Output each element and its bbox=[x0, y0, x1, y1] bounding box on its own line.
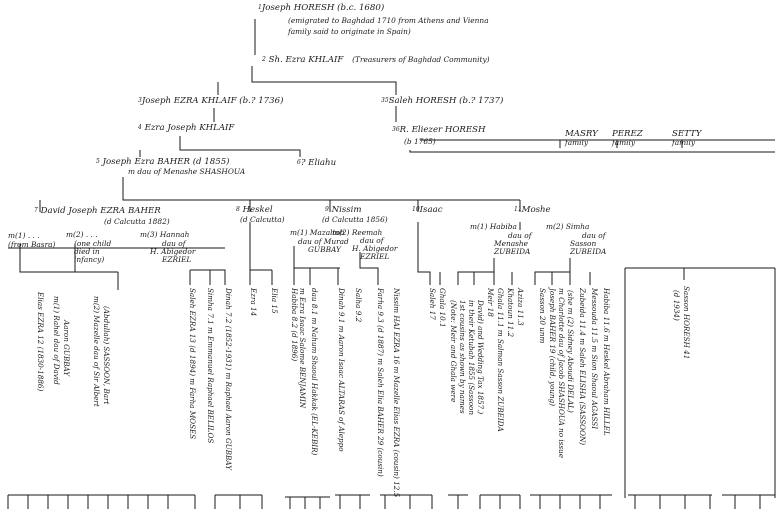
marriage-note: dau of bbox=[582, 231, 606, 240]
marriage-label: m(3) Hannah bbox=[140, 230, 190, 239]
marriage-note: dau of bbox=[162, 239, 186, 248]
child-entry: Sasson HORESH 41 bbox=[682, 286, 691, 360]
child-entry: Habiba 8.2 (d 1896) bbox=[290, 288, 299, 362]
child-entry: Saleh 17 bbox=[428, 288, 437, 320]
child-entry: Ghala 10.1 bbox=[438, 288, 447, 328]
child-entry: (she m (2) Sidney Aboudi DELAL) bbox=[566, 290, 575, 413]
node-number: 11 bbox=[514, 206, 522, 213]
child-entry: (Abdullah) SASSOON, Bart bbox=[102, 306, 111, 405]
child-entry: Farha 9.3 (d 1887) m Saleh Elia BAHER 29 (cousin) bbox=[376, 288, 385, 477]
marriage-note: (from Basra) bbox=[8, 240, 56, 249]
node-number: 3 bbox=[138, 97, 142, 104]
node-joseph-ezra-baher bbox=[96, 157, 230, 167]
marriage-label: m(1) Mazaltob bbox=[290, 228, 345, 237]
node-name: Moshe bbox=[521, 205, 551, 215]
child-entry: Elias EZRA 12 (1830-1886) bbox=[36, 292, 45, 392]
node-name: ? Eliahu bbox=[300, 158, 337, 168]
node-number: 10 bbox=[412, 206, 420, 213]
node-number: 6 bbox=[297, 159, 301, 166]
child-entry: Aaron GUBBAY bbox=[62, 320, 71, 377]
child-entry: in their Ketubah 1855 (Sassoon bbox=[467, 300, 476, 415]
marriage-note: ZUBEIDA bbox=[494, 247, 531, 256]
node-number: 36 bbox=[392, 126, 400, 133]
node-eliezer-horesh bbox=[392, 125, 486, 135]
child-entry: Joseph BAHER 19 (child, young) bbox=[548, 288, 557, 407]
marriage-note: dau of bbox=[360, 236, 384, 245]
marriage-label: m(1) . . . bbox=[8, 231, 40, 240]
node-number: 7 bbox=[34, 207, 38, 214]
child-entry: m Charlotte dau of Jacob SHASHOUA no issue bbox=[557, 288, 566, 458]
child-entry: Zubeida 11.4 m Saleh ELISHA (SASSOON) bbox=[578, 288, 587, 446]
marriage-note: Menashe bbox=[494, 239, 529, 248]
child-entry: Simha 7.1 m Emmanuel Raphael BELILOS bbox=[206, 288, 215, 444]
child-entry: dau 8.1 m Nahum Shaoul Hakkak (EL-KEBIR) bbox=[310, 288, 319, 456]
node-name: Heskel bbox=[242, 205, 273, 215]
child-entry: Elia 15 bbox=[270, 288, 279, 314]
marriage-note: dau of bbox=[508, 231, 532, 240]
node-name: Sh. Ezra KHLAIF bbox=[268, 55, 344, 65]
node-number: 5 bbox=[96, 158, 100, 165]
marriage-label: m(2) . . . bbox=[66, 230, 98, 239]
family-name: MASRY bbox=[565, 129, 598, 139]
child-entry: Khatoun 11.2 bbox=[506, 288, 515, 338]
node-name: David Joseph EZRA BAHER bbox=[40, 206, 161, 216]
marriage-note: EZRIEL bbox=[360, 252, 390, 261]
child-entry: Meir 18 bbox=[486, 288, 495, 317]
marriage-note: died in bbox=[74, 247, 100, 256]
marriage-note: infancy) bbox=[74, 255, 105, 264]
family-name: SETTY bbox=[672, 129, 702, 139]
node-number: 1 bbox=[258, 4, 262, 11]
child-entry: Ghala 11.1 m Salman Sasson ZUBEIDA bbox=[496, 288, 505, 432]
node-note: (b 1765) bbox=[404, 137, 436, 146]
node-number: 9 bbox=[325, 206, 329, 213]
child-entry: m(2) Mazelle dau of Sir Albert bbox=[92, 296, 101, 407]
node-saleh-horesh bbox=[381, 96, 503, 106]
child-entry: m Ezra Isaac Salome BENJAMIN bbox=[298, 288, 307, 409]
node-isaac bbox=[412, 205, 443, 215]
child-entry: David) and Wedding Tax 1857.) bbox=[476, 300, 485, 415]
child-entry: (Note: Meir and Ghala were bbox=[449, 300, 458, 403]
node-name: Isaac bbox=[419, 205, 443, 215]
node-number: 8 bbox=[236, 206, 240, 213]
node-heskel bbox=[236, 205, 273, 215]
marriage-note: dau of Murad bbox=[298, 237, 349, 246]
family-label: family bbox=[565, 138, 589, 147]
child-entry: 1st cousins as shown by names bbox=[458, 300, 467, 414]
marriage-note: Sasson bbox=[570, 239, 597, 248]
node-note: (d Calcutta 1856) bbox=[322, 215, 388, 224]
child-entry: m(1) Rahel dau of David bbox=[52, 296, 61, 385]
node-note: (d Calcutta 1882) bbox=[104, 217, 170, 226]
node-note: m dau of Menashe SHASHOUA bbox=[128, 167, 246, 176]
marriage-label: m(1) Habiba bbox=[470, 222, 517, 231]
node-name: Joseph EZRA KHLAIF (b.? 1736) bbox=[141, 96, 284, 106]
node-eliahu bbox=[297, 158, 336, 168]
node-ezra-khlaif bbox=[262, 55, 490, 65]
marriage-note: ZUBEIDA bbox=[570, 247, 607, 256]
marriage-note: H. Abigedor bbox=[352, 244, 398, 253]
child-entry: Saleh EZRA 13 (d 1894) m Farha MOSES bbox=[188, 288, 197, 440]
marriage-note: H. Abigedor bbox=[150, 247, 196, 256]
child-entry: Salha 9.2 bbox=[354, 288, 363, 323]
child-entry: Dinah 9.1 m Aaron Isaac ALTARAS of Aleppo bbox=[337, 288, 346, 452]
child-entry: (d 1934) bbox=[672, 290, 681, 321]
node-name: R. Eliezer HORESH bbox=[399, 125, 486, 135]
node-nissim bbox=[325, 205, 362, 215]
child-entry: Aziza 11.3 bbox=[516, 288, 525, 326]
child-entry: Messouda 11.5 m Sion Shaoul AGASSI bbox=[590, 288, 599, 430]
node-number: 2 bbox=[262, 56, 266, 63]
node-name: Joseph HORESH (b.c. 1680) bbox=[261, 3, 385, 13]
node-name: Saleh HORESH (b.? 1737) bbox=[388, 96, 504, 106]
node-number: 4 bbox=[138, 124, 142, 131]
marriage-note: EZRIEL bbox=[162, 255, 192, 264]
node-name: Joseph Ezra BAHER (d 1855) bbox=[102, 157, 230, 167]
family-label: family bbox=[672, 138, 696, 147]
child-entry: Sasson 20 unm bbox=[538, 288, 547, 344]
node-note: (emigrated to Baghdad 1710 from Athens and Vienna bbox=[288, 16, 489, 25]
child-entry: Ezra 14 bbox=[249, 288, 258, 317]
node-name: Ezra Joseph KHLAIF bbox=[144, 123, 235, 133]
child-entry: Dinah 7.2 (1852-1931) m Raphael Aaron GUBBAY bbox=[224, 288, 233, 470]
node-name: Nissim bbox=[331, 205, 362, 215]
child-entry: Nissim HAI EZRA 16 m Mazelle Elias EZRA (cousin) 12.5 bbox=[392, 288, 401, 498]
node-note: family said to originate in Spain) bbox=[288, 27, 411, 36]
node-joseph-ezra-khlaif bbox=[138, 96, 283, 106]
marriage-note: (one child bbox=[74, 239, 112, 248]
family-name: PEREZ bbox=[612, 129, 643, 139]
node-moshe bbox=[514, 205, 551, 215]
family-label: family bbox=[612, 138, 636, 147]
node-ezra-joseph-khlaif bbox=[138, 123, 234, 133]
node-note: (d Calcutta) bbox=[240, 215, 285, 224]
marriage-label: m(2) Reemah bbox=[332, 228, 383, 237]
node-number: 35 bbox=[381, 97, 389, 104]
child-entry: Habiba 11.6 m Heskel Abraham HILLEL bbox=[602, 288, 611, 436]
node-david-joseph-ezra-baher bbox=[34, 206, 161, 216]
marriage-note: GUBBAY bbox=[308, 245, 341, 254]
ancestor-joseph-horesh bbox=[258, 3, 384, 13]
node-note: (Treasurers of Baghdad Community) bbox=[352, 55, 490, 64]
marriage-label: m(2) Simha bbox=[546, 222, 590, 231]
